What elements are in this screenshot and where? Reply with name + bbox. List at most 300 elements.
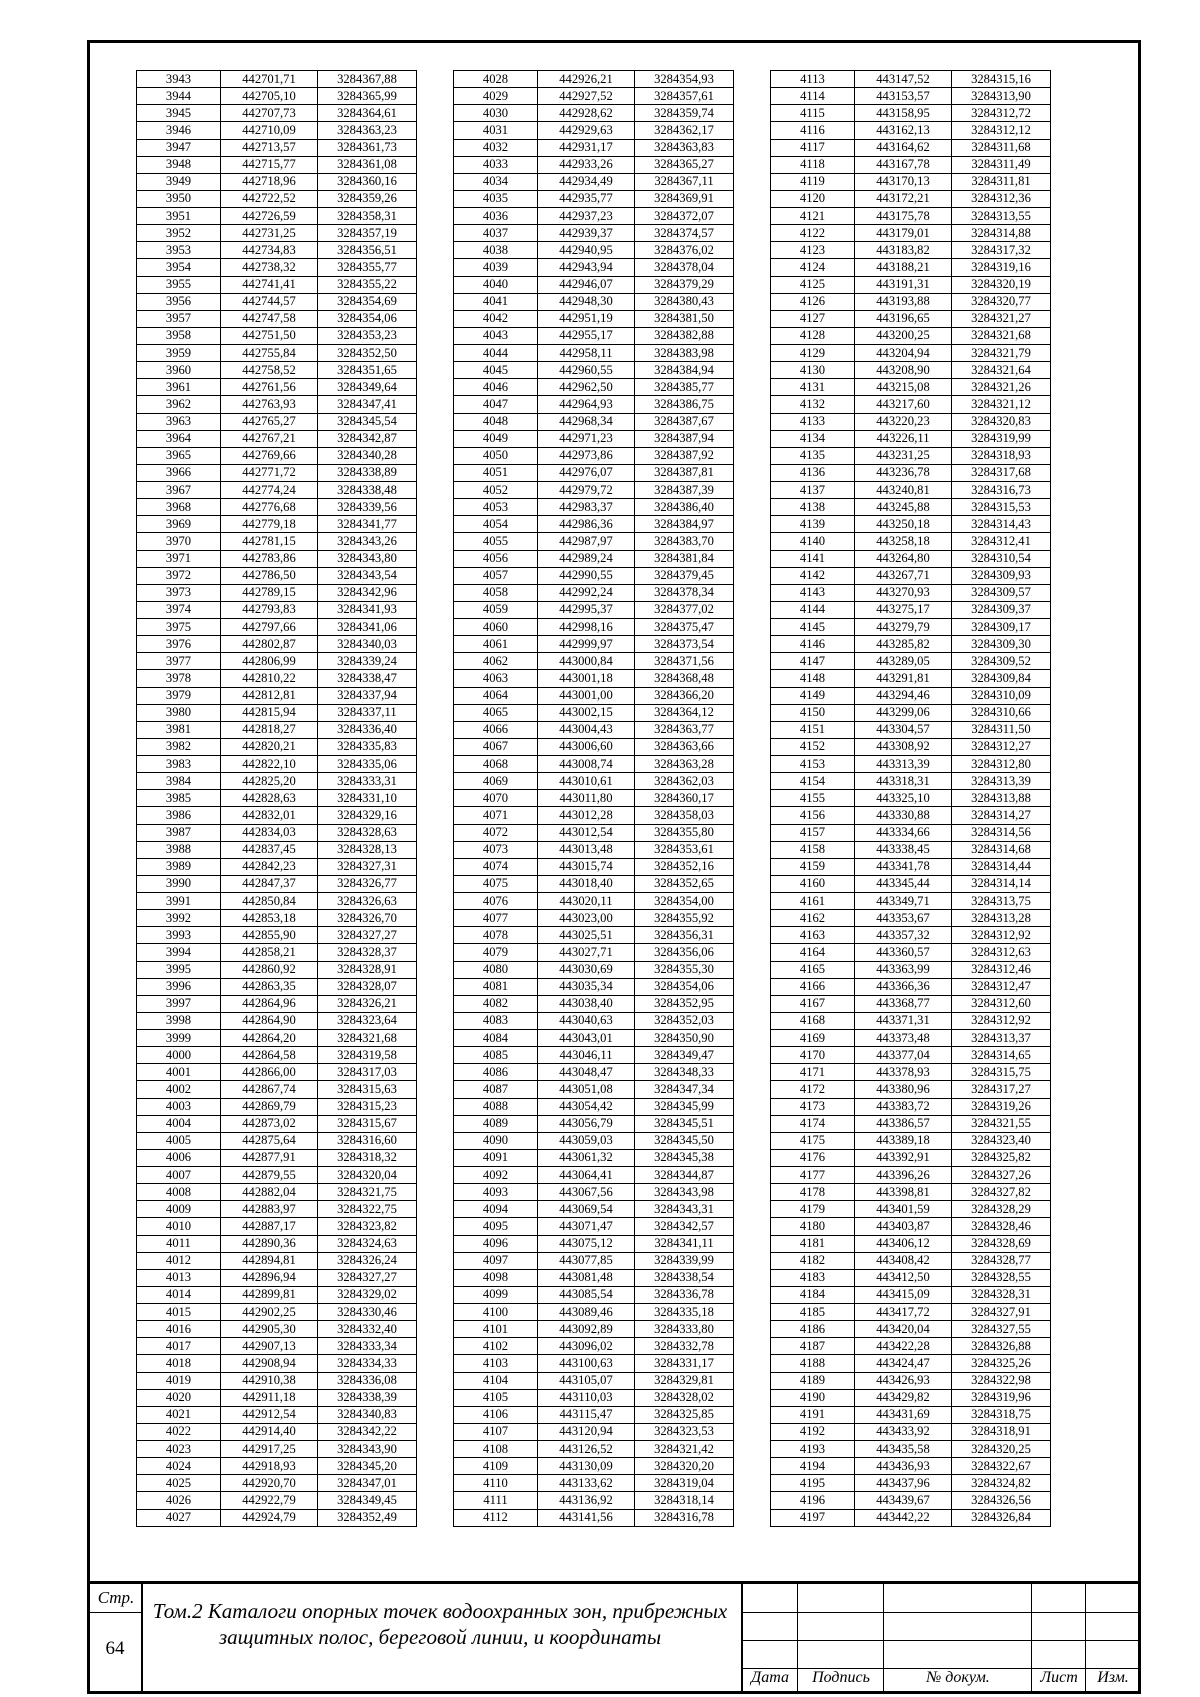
table-row xyxy=(137,1252,417,1269)
x-coordinate: 442990,55 xyxy=(538,567,635,584)
x-coordinate: 443153,57 xyxy=(855,88,952,105)
table-row xyxy=(771,225,1051,242)
x-coordinate: 442917,25 xyxy=(221,1441,318,1458)
x-coordinate: 443308,92 xyxy=(855,738,952,755)
y-coordinate: 3284313,88 xyxy=(952,790,1051,807)
table-row xyxy=(771,584,1051,601)
y-coordinate: 3284361,73 xyxy=(318,139,417,156)
point-number: 4148 xyxy=(771,670,855,687)
x-coordinate: 442818,27 xyxy=(221,721,318,738)
x-coordinate: 443392,91 xyxy=(855,1149,952,1166)
x-coordinate: 442864,90 xyxy=(221,1012,318,1029)
table-row xyxy=(771,910,1051,927)
x-coordinate: 442767,21 xyxy=(221,430,318,447)
y-coordinate: 3284381,84 xyxy=(635,550,734,567)
y-coordinate: 3284321,75 xyxy=(318,1184,417,1201)
x-coordinate: 442786,50 xyxy=(221,567,318,584)
y-coordinate: 3284347,01 xyxy=(318,1475,417,1492)
table-row xyxy=(454,1372,734,1389)
coordinates-table-3 xyxy=(770,70,1051,1527)
point-number: 4077 xyxy=(454,910,538,927)
x-coordinate: 442789,15 xyxy=(221,584,318,601)
y-coordinate: 3284309,17 xyxy=(952,619,1051,636)
point-number: 4099 xyxy=(454,1286,538,1303)
y-coordinate: 3284339,24 xyxy=(318,653,417,670)
x-coordinate: 443353,67 xyxy=(855,910,952,927)
y-coordinate: 3284323,53 xyxy=(635,1423,734,1440)
point-number: 4177 xyxy=(771,1167,855,1184)
table-row xyxy=(137,978,417,995)
table-row xyxy=(771,995,1051,1012)
x-coordinate: 442935,77 xyxy=(538,190,635,207)
x-coordinate: 443363,99 xyxy=(855,961,952,978)
x-coordinate: 443289,05 xyxy=(855,653,952,670)
y-coordinate: 3284309,37 xyxy=(952,601,1051,618)
x-coordinate: 442864,96 xyxy=(221,995,318,1012)
x-coordinate: 443231,25 xyxy=(855,447,952,464)
table-row xyxy=(771,824,1051,841)
table-row xyxy=(454,893,734,910)
table-row xyxy=(771,1355,1051,1372)
x-coordinate: 442989,24 xyxy=(538,550,635,567)
point-number: 4000 xyxy=(137,1047,221,1064)
point-number: 4156 xyxy=(771,807,855,824)
table-row xyxy=(454,1509,734,1526)
point-number: 4114 xyxy=(771,88,855,105)
y-coordinate: 3284340,03 xyxy=(318,636,417,653)
y-coordinate: 3284387,81 xyxy=(635,464,734,481)
point-number: 3979 xyxy=(137,687,221,704)
x-coordinate: 443433,92 xyxy=(855,1423,952,1440)
table-row xyxy=(771,619,1051,636)
signature-column-label: Подпись xyxy=(812,1669,870,1686)
table-row xyxy=(454,738,734,755)
y-coordinate: 3284352,50 xyxy=(318,345,417,362)
point-number: 4140 xyxy=(771,533,855,550)
x-coordinate: 443105,07 xyxy=(538,1372,635,1389)
y-coordinate: 3284328,77 xyxy=(952,1252,1051,1269)
y-coordinate: 3284337,94 xyxy=(318,687,417,704)
point-number: 4073 xyxy=(454,841,538,858)
table-row xyxy=(454,173,734,190)
point-number: 4170 xyxy=(771,1047,855,1064)
x-coordinate: 442806,99 xyxy=(221,653,318,670)
table-row xyxy=(771,601,1051,618)
table-row xyxy=(454,1252,734,1269)
table-row xyxy=(454,259,734,276)
x-coordinate: 442771,72 xyxy=(221,464,318,481)
y-coordinate: 3284387,67 xyxy=(635,413,734,430)
x-coordinate: 442979,72 xyxy=(538,482,635,499)
point-number: 4015 xyxy=(137,1304,221,1321)
point-number: 4010 xyxy=(137,1218,221,1235)
table-row xyxy=(137,1064,417,1081)
x-coordinate: 443006,60 xyxy=(538,738,635,755)
y-coordinate: 3284386,40 xyxy=(635,499,734,516)
x-coordinate: 442926,21 xyxy=(538,71,635,88)
x-coordinate: 442922,79 xyxy=(221,1492,318,1509)
x-coordinate: 442715,77 xyxy=(221,156,318,173)
point-number: 4147 xyxy=(771,653,855,670)
table-row xyxy=(771,190,1051,207)
y-coordinate: 3284314,56 xyxy=(952,824,1051,841)
x-coordinate: 442960,55 xyxy=(538,362,635,379)
point-number: 4046 xyxy=(454,379,538,396)
table-row xyxy=(454,190,734,207)
table-row xyxy=(771,208,1051,225)
x-coordinate: 443371,31 xyxy=(855,1012,952,1029)
table-row xyxy=(137,413,417,430)
y-coordinate: 3284309,93 xyxy=(952,567,1051,584)
y-coordinate: 3284317,27 xyxy=(952,1081,1051,1098)
point-number: 3957 xyxy=(137,310,221,327)
point-number: 4122 xyxy=(771,225,855,242)
x-coordinate: 442751,50 xyxy=(221,327,318,344)
point-number: 3980 xyxy=(137,704,221,721)
point-number: 4093 xyxy=(454,1184,538,1201)
point-number: 4079 xyxy=(454,944,538,961)
x-coordinate: 443054,42 xyxy=(538,1098,635,1115)
y-coordinate: 3284323,64 xyxy=(318,1012,417,1029)
y-coordinate: 3284327,82 xyxy=(952,1184,1051,1201)
table-row xyxy=(454,1338,734,1355)
x-coordinate: 443258,18 xyxy=(855,533,952,550)
table-row xyxy=(137,310,417,327)
x-coordinate: 442968,34 xyxy=(538,413,635,430)
y-coordinate: 3284327,27 xyxy=(318,927,417,944)
x-coordinate: 442939,37 xyxy=(538,225,635,242)
y-coordinate: 3284322,67 xyxy=(952,1458,1051,1475)
y-coordinate: 3284328,55 xyxy=(952,1269,1051,1286)
table-row xyxy=(454,550,734,567)
date-column-label: Дата xyxy=(751,1669,789,1686)
point-number: 4048 xyxy=(454,413,538,430)
table-row xyxy=(454,88,734,105)
y-coordinate: 3284342,22 xyxy=(318,1423,417,1440)
point-number: 3954 xyxy=(137,259,221,276)
y-coordinate: 3284321,55 xyxy=(952,1115,1051,1132)
y-coordinate: 3284383,98 xyxy=(635,345,734,362)
x-coordinate: 443130,09 xyxy=(538,1458,635,1475)
x-coordinate: 443341,78 xyxy=(855,858,952,875)
y-coordinate: 3284344,87 xyxy=(635,1167,734,1184)
table-row xyxy=(771,893,1051,910)
x-coordinate: 442713,57 xyxy=(221,139,318,156)
y-coordinate: 3284387,92 xyxy=(635,447,734,464)
y-coordinate: 3284314,65 xyxy=(952,1047,1051,1064)
x-coordinate: 442707,73 xyxy=(221,105,318,122)
point-number: 4087 xyxy=(454,1081,538,1098)
y-coordinate: 3284328,29 xyxy=(952,1201,1051,1218)
table-row xyxy=(454,961,734,978)
y-coordinate: 3284349,47 xyxy=(635,1047,734,1064)
table-row xyxy=(137,944,417,961)
point-number: 4159 xyxy=(771,858,855,875)
table-row xyxy=(771,276,1051,293)
y-coordinate: 3284338,47 xyxy=(318,670,417,687)
y-coordinate: 3284363,23 xyxy=(318,122,417,139)
y-coordinate: 3284334,33 xyxy=(318,1355,417,1372)
table-row xyxy=(771,1389,1051,1406)
x-coordinate: 442882,04 xyxy=(221,1184,318,1201)
table-row xyxy=(771,927,1051,944)
x-coordinate: 443089,46 xyxy=(538,1304,635,1321)
table-row xyxy=(454,704,734,721)
table-row xyxy=(137,259,417,276)
point-number: 4179 xyxy=(771,1201,855,1218)
y-coordinate: 3284326,84 xyxy=(952,1509,1051,1526)
point-number: 4144 xyxy=(771,601,855,618)
y-coordinate: 3284321,12 xyxy=(952,396,1051,413)
x-coordinate: 442928,62 xyxy=(538,105,635,122)
x-coordinate: 442929,63 xyxy=(538,122,635,139)
x-coordinate: 442883,97 xyxy=(221,1201,318,1218)
x-coordinate: 443236,78 xyxy=(855,464,952,481)
y-coordinate: 3284316,60 xyxy=(318,1132,417,1149)
table-row xyxy=(454,1406,734,1423)
table-row xyxy=(454,790,734,807)
x-coordinate: 443051,08 xyxy=(538,1081,635,1098)
table-row xyxy=(771,1509,1051,1526)
x-coordinate: 443035,34 xyxy=(538,978,635,995)
table-row xyxy=(771,1030,1051,1047)
y-coordinate: 3284354,93 xyxy=(635,71,734,88)
point-number: 4084 xyxy=(454,1030,538,1047)
table-row xyxy=(454,533,734,550)
x-coordinate: 443424,47 xyxy=(855,1355,952,1372)
point-number: 4054 xyxy=(454,516,538,533)
y-coordinate: 3284367,11 xyxy=(635,173,734,190)
x-coordinate: 443383,72 xyxy=(855,1098,952,1115)
y-coordinate: 3284356,31 xyxy=(635,927,734,944)
x-coordinate: 443360,57 xyxy=(855,944,952,961)
x-coordinate: 442907,13 xyxy=(221,1338,318,1355)
y-coordinate: 3284326,24 xyxy=(318,1252,417,1269)
point-number: 3990 xyxy=(137,875,221,892)
point-number: 3964 xyxy=(137,430,221,447)
y-coordinate: 3284333,31 xyxy=(318,773,417,790)
point-number: 4030 xyxy=(454,105,538,122)
point-number: 3988 xyxy=(137,841,221,858)
x-coordinate: 442765,27 xyxy=(221,413,318,430)
table-row xyxy=(454,1081,734,1098)
table-row xyxy=(137,173,417,190)
point-number: 4189 xyxy=(771,1372,855,1389)
y-coordinate: 3284318,91 xyxy=(952,1423,1051,1440)
y-coordinate: 3284327,55 xyxy=(952,1321,1051,1338)
table-row xyxy=(454,1030,734,1047)
point-number: 4143 xyxy=(771,584,855,601)
x-coordinate: 442983,37 xyxy=(538,499,635,516)
point-number: 4163 xyxy=(771,927,855,944)
x-coordinate: 443334,66 xyxy=(855,824,952,841)
y-coordinate: 3284347,41 xyxy=(318,396,417,413)
point-number: 4106 xyxy=(454,1406,538,1423)
x-coordinate: 443279,79 xyxy=(855,619,952,636)
y-coordinate: 3284340,83 xyxy=(318,1406,417,1423)
table-row xyxy=(137,499,417,516)
point-number: 4145 xyxy=(771,619,855,636)
x-coordinate: 442934,49 xyxy=(538,173,635,190)
point-number: 4059 xyxy=(454,601,538,618)
point-number: 3948 xyxy=(137,156,221,173)
point-number: 4161 xyxy=(771,893,855,910)
point-number: 4116 xyxy=(771,122,855,139)
x-coordinate: 443020,11 xyxy=(538,893,635,910)
table-row xyxy=(137,1235,417,1252)
table-row xyxy=(454,310,734,327)
y-coordinate: 3284363,28 xyxy=(635,756,734,773)
point-number: 4020 xyxy=(137,1389,221,1406)
y-coordinate: 3284320,04 xyxy=(318,1167,417,1184)
table-row xyxy=(137,858,417,875)
y-coordinate: 3284345,54 xyxy=(318,413,417,430)
x-coordinate: 442710,09 xyxy=(221,122,318,139)
y-coordinate: 3284331,10 xyxy=(318,790,417,807)
point-number: 4024 xyxy=(137,1458,221,1475)
point-number: 4130 xyxy=(771,362,855,379)
table-row xyxy=(454,1218,734,1235)
x-coordinate: 442905,30 xyxy=(221,1321,318,1338)
point-number: 4013 xyxy=(137,1269,221,1286)
point-number: 4033 xyxy=(454,156,538,173)
y-coordinate: 3284336,40 xyxy=(318,721,417,738)
point-number: 4052 xyxy=(454,482,538,499)
point-number: 4064 xyxy=(454,687,538,704)
table-row xyxy=(137,1441,417,1458)
table-row xyxy=(137,584,417,601)
point-number: 4164 xyxy=(771,944,855,961)
table-row xyxy=(454,327,734,344)
y-coordinate: 3284313,37 xyxy=(952,1030,1051,1047)
point-number: 4134 xyxy=(771,430,855,447)
x-coordinate: 442763,93 xyxy=(221,396,318,413)
point-number: 4124 xyxy=(771,259,855,276)
table-row xyxy=(454,875,734,892)
table-row xyxy=(771,1115,1051,1132)
point-number: 4181 xyxy=(771,1235,855,1252)
x-coordinate: 442948,30 xyxy=(538,293,635,310)
table-row xyxy=(137,1389,417,1406)
x-coordinate: 442910,38 xyxy=(221,1372,318,1389)
table-row xyxy=(771,1304,1051,1321)
x-coordinate: 443012,28 xyxy=(538,807,635,824)
point-number: 4040 xyxy=(454,276,538,293)
table-row xyxy=(454,345,734,362)
y-coordinate: 3284326,63 xyxy=(318,893,417,910)
x-coordinate: 443141,56 xyxy=(538,1509,635,1526)
x-coordinate: 442769,66 xyxy=(221,447,318,464)
y-coordinate: 3284332,40 xyxy=(318,1321,417,1338)
x-coordinate: 443398,81 xyxy=(855,1184,952,1201)
y-coordinate: 3284318,14 xyxy=(635,1492,734,1509)
x-coordinate: 443179,01 xyxy=(855,225,952,242)
y-coordinate: 3284343,90 xyxy=(318,1441,417,1458)
x-coordinate: 443313,39 xyxy=(855,756,952,773)
table-row xyxy=(771,1132,1051,1149)
y-coordinate: 3284341,93 xyxy=(318,601,417,618)
sheet-column-label: Лист xyxy=(1040,1669,1078,1686)
point-number: 4068 xyxy=(454,756,538,773)
x-coordinate: 443018,40 xyxy=(538,875,635,892)
point-number: 3996 xyxy=(137,978,221,995)
point-number: 4118 xyxy=(771,156,855,173)
x-coordinate: 443120,94 xyxy=(538,1423,635,1440)
point-number: 4038 xyxy=(454,242,538,259)
table-row xyxy=(454,601,734,618)
table-row xyxy=(771,550,1051,567)
y-coordinate: 3284336,78 xyxy=(635,1286,734,1303)
x-coordinate: 443377,04 xyxy=(855,1047,952,1064)
x-coordinate: 442755,84 xyxy=(221,345,318,362)
table-row xyxy=(771,1081,1051,1098)
x-coordinate: 443325,10 xyxy=(855,790,952,807)
x-coordinate: 443412,50 xyxy=(855,1269,952,1286)
y-coordinate: 3284342,96 xyxy=(318,584,417,601)
y-coordinate: 3284313,28 xyxy=(952,910,1051,927)
x-coordinate: 442744,57 xyxy=(221,293,318,310)
table-row xyxy=(137,567,417,584)
x-coordinate: 442863,35 xyxy=(221,978,318,995)
x-coordinate: 442912,54 xyxy=(221,1406,318,1423)
x-coordinate: 442850,84 xyxy=(221,893,318,910)
y-coordinate: 3284315,67 xyxy=(318,1115,417,1132)
table-row xyxy=(771,1269,1051,1286)
y-coordinate: 3284326,21 xyxy=(318,995,417,1012)
point-number: 3973 xyxy=(137,584,221,601)
table-row xyxy=(454,1458,734,1475)
table-row xyxy=(454,1441,734,1458)
point-number: 3955 xyxy=(137,276,221,293)
table-row xyxy=(137,1047,417,1064)
x-coordinate: 443172,21 xyxy=(855,190,952,207)
point-number: 4127 xyxy=(771,310,855,327)
table-row xyxy=(137,1269,417,1286)
x-coordinate: 442820,21 xyxy=(221,738,318,755)
y-coordinate: 3284348,33 xyxy=(635,1064,734,1081)
y-coordinate: 3284315,63 xyxy=(318,1081,417,1098)
table-row xyxy=(771,807,1051,824)
point-number: 3991 xyxy=(137,893,221,910)
y-coordinate: 3284384,94 xyxy=(635,362,734,379)
x-coordinate: 443415,09 xyxy=(855,1286,952,1303)
point-number: 3945 xyxy=(137,105,221,122)
table-row xyxy=(137,1184,417,1201)
table-row xyxy=(137,242,417,259)
y-coordinate: 3284352,95 xyxy=(635,995,734,1012)
table-row xyxy=(771,1064,1051,1081)
table-row xyxy=(137,122,417,139)
point-number: 4081 xyxy=(454,978,538,995)
x-coordinate: 443167,78 xyxy=(855,156,952,173)
table-row xyxy=(454,858,734,875)
table-row xyxy=(771,1475,1051,1492)
y-coordinate: 3284317,03 xyxy=(318,1064,417,1081)
x-coordinate: 443164,62 xyxy=(855,139,952,156)
x-coordinate: 442701,71 xyxy=(221,71,318,88)
x-coordinate: 442902,25 xyxy=(221,1304,318,1321)
point-number: 4103 xyxy=(454,1355,538,1372)
y-coordinate: 3284318,75 xyxy=(952,1406,1051,1423)
y-coordinate: 3284357,19 xyxy=(318,225,417,242)
point-number: 4185 xyxy=(771,1304,855,1321)
x-coordinate: 442822,10 xyxy=(221,756,318,773)
table-row xyxy=(137,1115,417,1132)
table-row xyxy=(771,430,1051,447)
table-row xyxy=(137,105,417,122)
y-coordinate: 3284313,55 xyxy=(952,208,1051,225)
x-coordinate: 443175,78 xyxy=(855,208,952,225)
